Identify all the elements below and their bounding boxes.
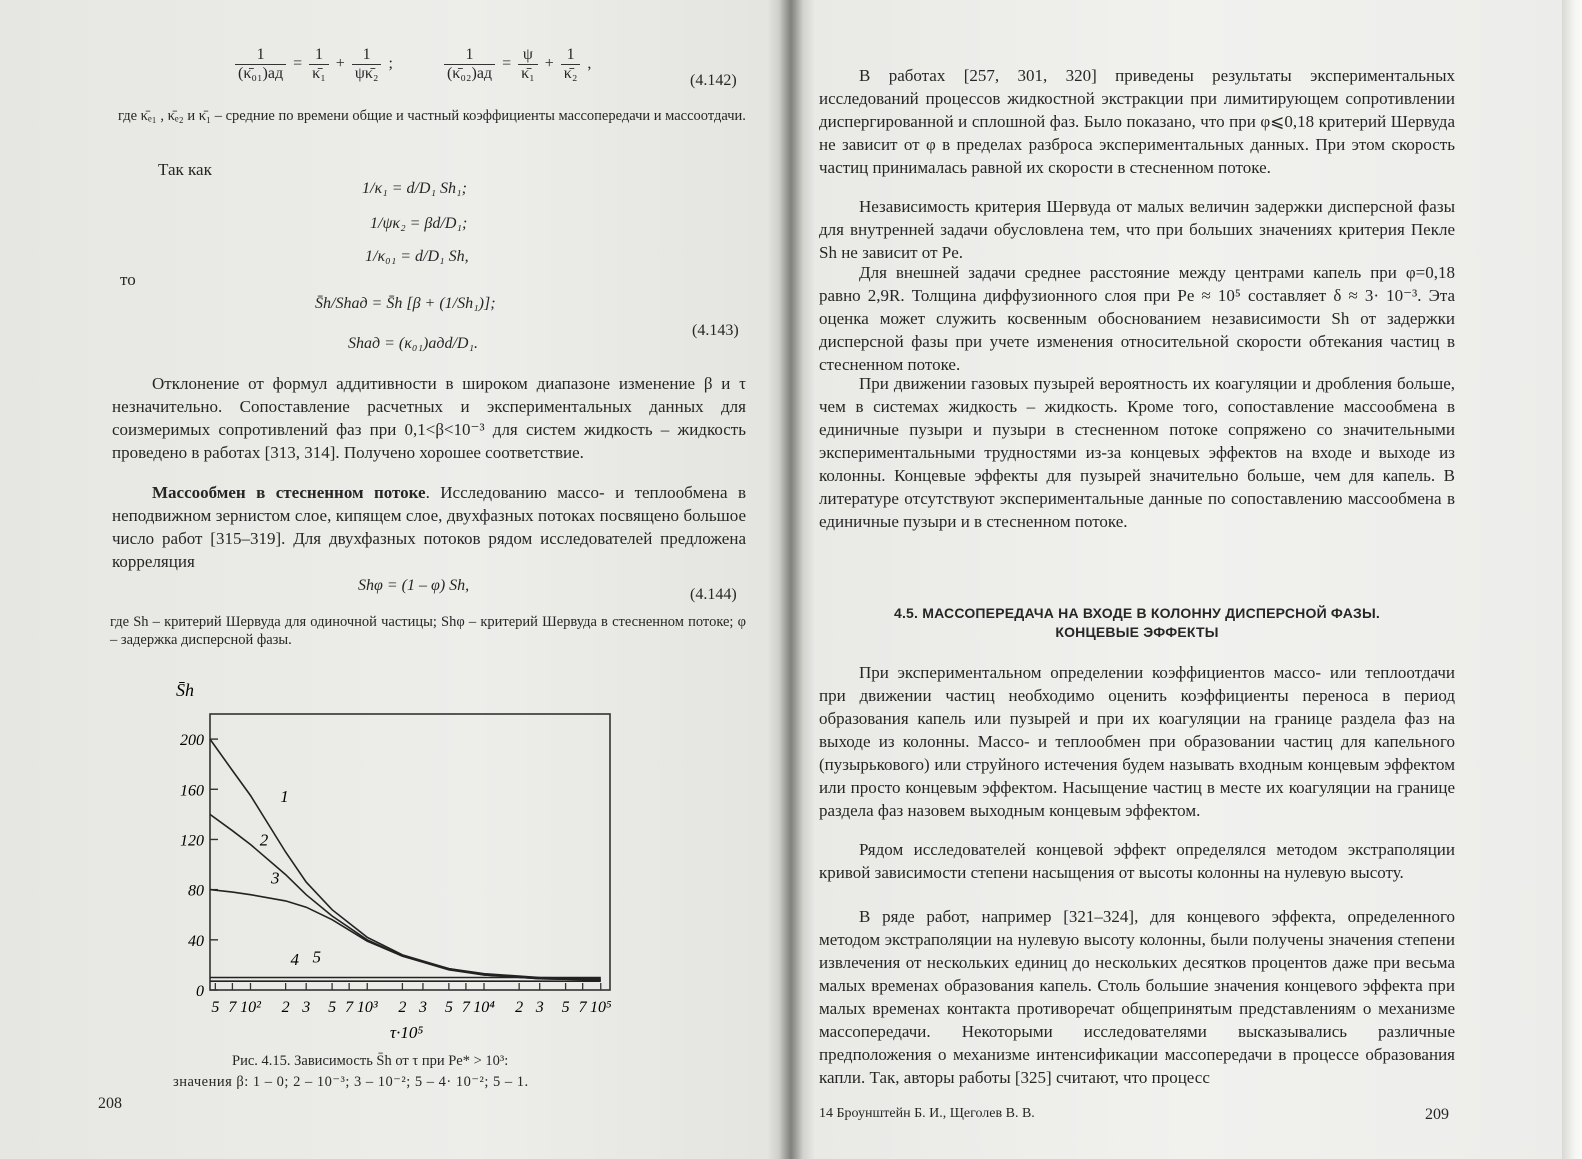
plot-area xyxy=(180,714,612,1016)
book-spine-shadow xyxy=(779,0,803,1159)
signature-line: 14 Броунштейн Б. И., Щеголев В. В. xyxy=(819,1106,1035,1121)
page-edge xyxy=(1562,0,1582,1159)
so-as-text: Так как xyxy=(158,160,212,179)
paragraph: Для внешней задачи среднее расстояние между центрами капель при φ=0,18 равно 2,9R. Толщина диффузионного слоя при Pe ≈ 10⁵ составляет δ ≈ 3· 10⁻³. Эта оценка может служить косвенным обоснованием независимости Sh от задержки дисперсной фазы при учете изменения относительной скорости обтекания частиц в стесненном потоке. xyxy=(819,263,1455,374)
paragraph-deviation: Отклонение от формул аддитивности в широком диапазоне изменение β и τ незначительно. Сопоставление расчетных и экспериментальных данных для соизмеримых сопротивлений фаз при 0,1<β<10⁻³ для систем жидкость – жидкость проведено в работах [313, 314]. Получено хорошее соответствие. xyxy=(112,374,746,462)
y-tick-label: 40 xyxy=(188,932,204,950)
curve-label: 2 xyxy=(259,830,269,850)
plot-frame xyxy=(210,714,610,990)
curve-label: 5 xyxy=(312,947,322,967)
x-tick-label: 10³ xyxy=(356,999,378,1016)
curve-label: 1 xyxy=(280,786,289,806)
x-tick-label: 2 xyxy=(281,999,290,1016)
equation-sh1: 1/κ₁ = d/D₁ Sh₁; xyxy=(362,180,467,197)
equation-sh-phi: Shφ = (1 – φ) Sh, xyxy=(358,577,470,594)
x-tick-label: 7 xyxy=(228,999,237,1016)
y-tick-label: 200 xyxy=(180,732,204,750)
curve-label: 3 xyxy=(271,868,280,888)
paragraph: В ряде работ, например [321–324], для концевого эффекта, определенного методом экстраполяции на нулевую высоту колонны, были получены значения степени извлечения от нескольких единиц до нескольких десятков процентов даже при весьма малых временах образования капель. Столь большие значения концевого эффекта при малых временах контакта противоречат общепринятым представлениям о механизме массопередачи. Некоторыми исследователями высказывались различные предположения о механизме интенсификации массопередачи в процессе образования капли. Так, авторы работы [325] считают, что процесс xyxy=(819,907,1455,1087)
then-text: то xyxy=(120,270,136,289)
x-tick-label: 2 xyxy=(398,999,407,1016)
x-tick-label: 7 xyxy=(578,999,587,1016)
right-page xyxy=(791,0,1582,1159)
curve-label: 4 xyxy=(290,949,299,969)
y-tick-label: 0 xyxy=(196,983,204,1000)
x-tick-label: 3 xyxy=(535,999,544,1016)
equation-legend: где κ̄ₑ₁ , κ̄ₑ₂ и κ̄₁ – средние по времени общие и частный коэффициенты массопередачи и массоотдачи. xyxy=(118,108,746,124)
x-tick-label: 3 xyxy=(418,999,427,1016)
equation-ratio: S̄h/Shад = S̄h [β + (1/Sh₁)]; xyxy=(315,295,496,312)
x-tick-label: 3 xyxy=(302,999,311,1016)
paragraph-mass-exchange: Массообмен в стесненном потоке. Исследованию массо- и теплообмена в неподвижном зернистом слое, кипящем слое, двухфазных потоках посвящено большое число работ [315–319]. Для двухфазных потоков рядом исследователей предложена корреляция xyxy=(112,483,746,571)
equation-4-142: $\frac{1}{\text{(κ̄₀₁)ад}}$ = $\frac{1}{\text{κ̄₁}}$ + $\frac{1}{\text{ψκ̄₂}}$ ; $\frac{1}{\text{(κ̄₀₂)ад}}$ = $\frac{\psi}{\text{κ̄₁}}$ + $\frac{1}{\text{κ̄₂}}$ , xyxy=(232,46,591,83)
x-axis-label: τ·10⁵ xyxy=(390,1023,424,1042)
x-tick-label: 10² xyxy=(240,999,261,1016)
section-run-in-heading: Массообмен в стесненном потоке xyxy=(152,483,426,502)
figure-4-15-chart xyxy=(120,672,680,1052)
paragraph: Независимость критерия Шервуда от малых величин задержки дисперсной фазы для внутренней задачи обусловлена тем, что при больших значениях критерия Пекле Sh не зависит от Pe. xyxy=(819,197,1455,262)
section-heading: 4.5. МАССОПЕРЕДАЧА НА ВХОДЕ В КОЛОННУ ДИСПЕРСНОЙ ФАЗЫ. КОНЦЕВЫЕ ЭФФЕКТЫ xyxy=(893,605,1381,640)
y-axis-label: S̄h xyxy=(176,680,194,700)
equation-number: (4.144) xyxy=(690,586,737,603)
equation-number: (4.143) xyxy=(692,322,739,339)
equation-sh: 1/κ₀₁ = d/D₁ Sh, xyxy=(365,248,469,265)
paragraph: При экспериментальном определении коэффициентов массо- или теплоотдачи при движении частиц необходимо оценить коэффициенты переноса в период образования капель или пузырей и при их коагуляции на границе раздела фаз на выходе из колонны. Массо- и теплообмен при образовании частиц для капельного (пузырькового) или струйного истечения будем называть входным концевым эффектом или просто концевым эффектом. Насыщение частиц в месте их коагуляции на границе раздела фаз назовем выходным концевым эффектом. xyxy=(819,663,1455,820)
page-number: 208 xyxy=(98,1095,122,1112)
page-number: 209 xyxy=(1425,1106,1449,1123)
x-tick-label: 5 xyxy=(444,999,453,1016)
x-tick-label: 10⁴ xyxy=(473,999,495,1016)
x-tick-label: 7 xyxy=(461,999,470,1016)
x-tick-label: 7 xyxy=(345,999,354,1016)
x-tick-label: 10⁵ xyxy=(589,999,612,1016)
equation-legend: где Sh – критерий Шервуда для одиночной частицы; Shφ – критерий Шервуда в стесненном потоке; φ – задержка дисперсной фазы. xyxy=(110,614,746,648)
equation-number: (4.142) xyxy=(690,72,737,89)
paragraph: При движении газовых пузырей вероятность их коагуляции и дробления больше, чем в системах жидкость – жидкость. Кроме того, сопоставление массообмена в единичные пузыри и пузыри в стесненном потоке сопряжено со значительными экспериментальными трудностями из-за концевых эффектов на входе и выходе из колонны. Концевые эффекты для пузырей значительно больше, чем для капель. В литературе отсутствуют экспериментальные данные по сопоставлению массообмена в единичные пузыри и в стесненном потоке. xyxy=(819,374,1455,531)
figure-caption-values: значения β: 1 – 0; 2 – 10⁻³; 3 – 10⁻²; 5 – 4· 10⁻²; 5 – 1. xyxy=(173,1074,529,1090)
x-tick-label: 2 xyxy=(515,999,524,1016)
series-line-3 xyxy=(210,890,601,979)
equation-sh-ad: Shад = (κ₀₁)адd/D₁. xyxy=(348,335,479,352)
y-tick-label: 120 xyxy=(180,832,204,850)
equation-beta: 1/ψκ₂ = βd/D₁; xyxy=(370,215,468,232)
y-tick-label: 80 xyxy=(188,882,204,900)
x-tick-label: 5 xyxy=(328,999,337,1016)
x-tick-label: 5 xyxy=(211,999,220,1016)
y-tick-label: 160 xyxy=(180,782,204,800)
paragraph: В работах [257, 301, 320] приведены результаты экспериментальных исследований процессов жидкостной экстракции при лимитирующем сопротивлении диспергированной и сплошной фаз. Было показано, что при φ⩽0,18 критерий Шервуда не зависит от φ в пределах разброса экспериментальных данных. При этом скорость частиц принималась равной их скорости в стесненном потоке. xyxy=(819,66,1455,177)
figure-caption: Рис. 4.15. Зависимость S̄h от τ при Pe* > 10³: xyxy=(232,1053,509,1069)
paragraph: Рядом исследователей концевой эффект определялся методом экстраполяции кривой зависимости степени насыщения от высоты колонны на нулевую высоту. xyxy=(819,840,1455,882)
x-tick-label: 5 xyxy=(561,999,570,1016)
